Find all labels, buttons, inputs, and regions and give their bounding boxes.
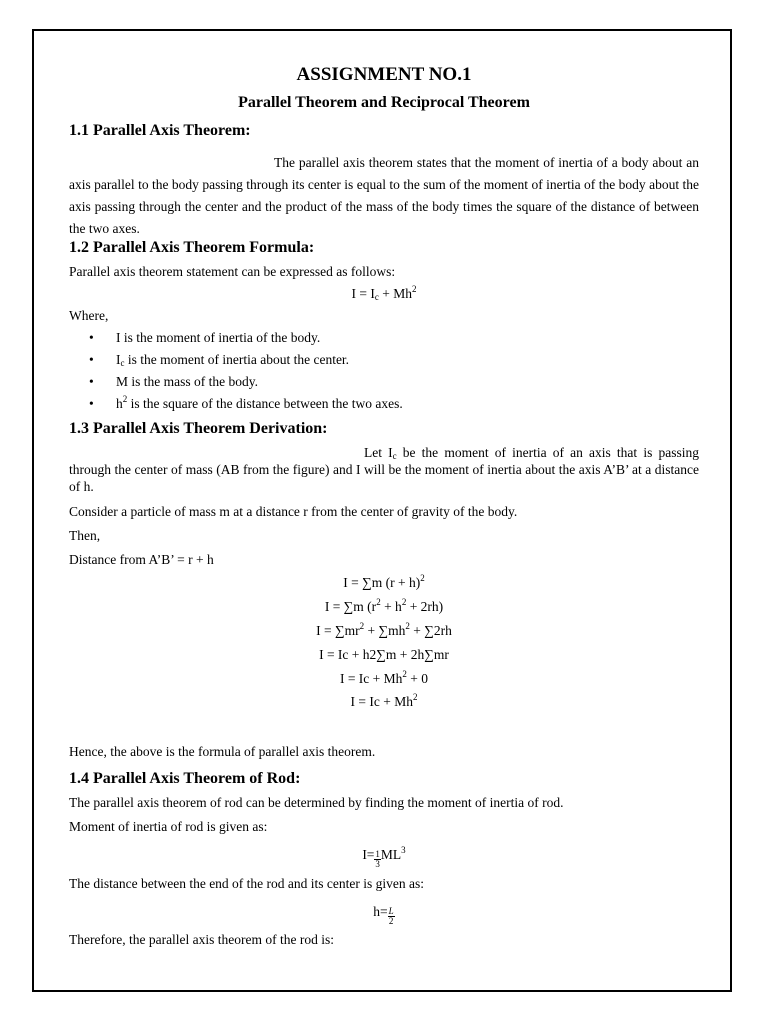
- equation-line-3: $I = \sum mr^2 + \sum mh^2 + \sum 2rh$: [316, 621, 452, 638]
- assignment-subtitle: Parallel Theorem and Reciprocal Theorem: [238, 94, 530, 111]
- rod-inertia-formula: I= $\frac{1}{3}$ $ML^3$: [362, 845, 406, 869]
- rod-moment-label: Moment of inertia of rod is given as:: [69, 819, 268, 834]
- list-item: • I is the moment of inertia of the body.: [89, 328, 320, 348]
- list-item: • M is the mass of the body.: [89, 372, 258, 392]
- rod-distance-formula: h= $\frac{L}{2}$: [373, 904, 394, 926]
- then-label: Then,: [69, 528, 101, 543]
- assignment-title: ASSIGNMENT NO.1: [296, 64, 472, 85]
- equation-line-1: I = ∑m $(r + h)^2$: [343, 573, 425, 590]
- section-1-1-text: The parallel axis theorem states that the moment of inertia of a body about an axis parallel to the body passing through its center is equal to the sum of the moment of inertia of the body about the axis passing through the center and the product of the mass of the body times the square of the distance of between the two axes.: [69, 155, 699, 236]
- section-1-1-paragraph: [69, 152, 699, 240]
- section-1-1-heading: 1.1 Parallel Axis Theorem:: [69, 122, 251, 139]
- list-item: • $I_c$ is the moment of inertia about the center.: [89, 350, 349, 370]
- section-1-4-heading: 1.4 Parallel Axis Theorem of Rod:: [69, 770, 301, 787]
- particle-sentence: Consider a particle of mass m at a distance r from the center of gravity of the body.: [69, 504, 518, 519]
- fraction-one-third: $\frac{1}{3}$: [375, 849, 380, 869]
- distance-equation: Distance from A’B’ = r + h: [69, 552, 214, 567]
- list-item: • $h^2$ is the square of the distance between the two axes.: [89, 394, 403, 414]
- equation-line-4: I = Ic + h2∑m + 2h∑mr: [319, 647, 449, 662]
- rod-distance-label: The distance between the end of the rod and its center is given as:: [69, 876, 425, 891]
- equation-line-5: $I = Ic + Mh^2 + 0$: [339, 669, 429, 686]
- hence-sentence: Hence, the above is the formula of parallel axis theorem.: [69, 744, 376, 759]
- fraction-l-over-2: $\frac{L}{2}$: [388, 906, 394, 926]
- formula-intro: Parallel axis theorem statement can be expressed as follows:: [69, 264, 396, 279]
- section-1-2-heading: 1.2 Parallel Axis Theorem Formula:: [69, 239, 315, 256]
- parallel-axis-formula: $I = I_c + Mh^2$: [351, 284, 417, 302]
- equation-line-6: $I = Ic + Mh^2$: [350, 692, 418, 709]
- rod-intro: The parallel axis theorem of rod can be determined by finding the moment of inertia of rod.: [69, 795, 564, 810]
- rod-therefore: Therefore, the parallel axis theorem of the rod is:: [69, 932, 335, 947]
- section-1-3-heading: 1.3 Parallel Axis Theorem Derivation:: [69, 420, 328, 437]
- where-label: Where,: [69, 308, 109, 323]
- equation-line-2: I = ∑m $(r^2 + h^2 + 2rh)$: [324, 597, 444, 614]
- derivation-paragraph: Let $I_c$ be the moment of inertia of an axis that is passing through the center of mass (AB from the figure) and I will be the moment of inertia about the axis A’B’ at a distance of h.: [69, 445, 699, 494]
